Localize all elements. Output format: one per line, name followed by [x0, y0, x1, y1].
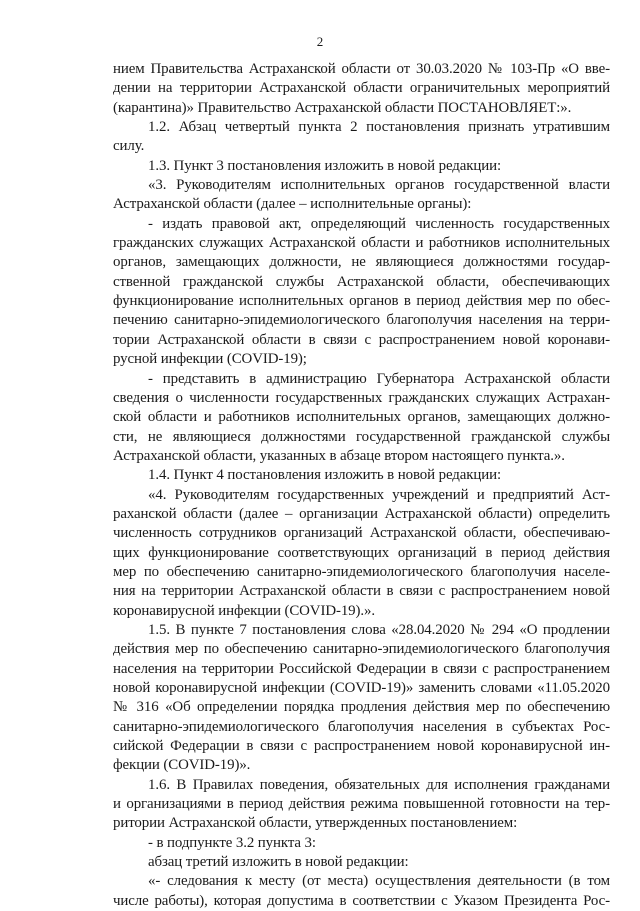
text-line: сведения о численности государственных гражданских служащих Астрахан-	[113, 389, 610, 406]
text-line: силу.	[113, 138, 145, 155]
text-line: нием Правительства Астраханской области от 30.03.2020 № 103-Пр «О вве-	[113, 61, 610, 77]
text-line: - в подпункте 3.2 пункта 3:	[148, 834, 316, 851]
text-line: 1.2. Абзац четвертый пункта 2 постановления признать утратившим	[148, 119, 610, 136]
text-line: действия мер по обеспечению санитарно-эпидемиологического благополучия	[113, 641, 610, 658]
text-line: абзац третий изложить в новой редакции:	[148, 854, 409, 871]
text-line: новой коронавирусной инфекции (COVID-19)» заменить словами «11.05.2020	[113, 680, 610, 696]
text-line: 1.5. В пункте 7 постановления слова «28.04.2020 № 294 «О продлении	[148, 621, 610, 638]
text-line: ской области и работников исполнительных органов, замещающих должно-	[113, 409, 610, 426]
text-line: сти, не являющиеся должностями государственной гражданской службы	[113, 428, 610, 445]
text-line: «4. Руководителям государственных учреждений и предприятий Аст-	[148, 486, 610, 503]
text-line: «3. Руководителям исполнительных органов государственной власти	[148, 177, 610, 194]
text-line: органов, замещающих должности, не являющиеся должностями государ-	[113, 254, 610, 271]
text-line: функционирование исполнительных органов в период действия мер по обес-	[113, 293, 610, 310]
text-line: русной инфекции (COVID-19);	[113, 351, 307, 368]
text-line: фекции (COVID-19)».	[113, 757, 251, 774]
text-line: населения на территории Российской Федерации в связи с распространением	[113, 660, 610, 677]
text-line: - издать правовой акт, определяющий численность государственных	[148, 215, 610, 232]
document-body	[113, 60, 610, 911]
text-line: щих функционирование соответствующих организаций в период действия	[113, 544, 610, 561]
text-line: 1.4. Пункт 4 постановления изложить в новой редакции:	[148, 467, 502, 484]
text-line: санитарно-эпидемиологического благополучия населения в субъектах Рос-	[113, 718, 610, 735]
text-line: численность сотрудников организаций Астраханской области, обеспечиваю-	[113, 525, 610, 542]
text-line: Астраханской области (далее – исполнительные органы):	[113, 196, 472, 213]
text-line: печению санитарно-эпидемиологического благополучия населения на терри-	[113, 312, 610, 329]
text-line: Астраханской области, указанных в абзаце втором настоящего пункта.».	[113, 447, 565, 464]
text-line: «- следования к месту (от места) осуществления деятельности (в том	[148, 873, 610, 890]
text-line: гражданских служащих Астраханской области и работников исполнительных	[113, 235, 610, 252]
text-line: ния на территории Астраханской области в связи с распространением новой	[113, 583, 610, 600]
text-line: ритории Астраханской области, утвержденных постановлением:	[113, 815, 518, 832]
text-line: ственной гражданской службы Астраханской области, обеспечивающих	[113, 273, 610, 290]
text-line: № 316 «Об определении порядка продления действия мер по обеспечению	[113, 699, 610, 716]
text-line: 1.3. Пункт 3 постановления изложить в новой редакции:	[148, 157, 502, 174]
text-line: (карантина)» Правительство Астраханской области ПОСТАНОВЛЯЕТ:».	[113, 99, 572, 116]
text-line: дении на территории Астраханской области ограничительных мероприятий	[113, 80, 610, 97]
text-line: раханской области (далее – организации Астраханской области) определить	[113, 505, 610, 522]
text-line: тории Астраханской области в связи с распространением новой коронави-	[113, 331, 610, 348]
text-line: коронавирусной инфекции (COVID-19).».	[113, 602, 375, 619]
text-line: сийской Федерации в связи с распространением новой коронавирусной ин-	[113, 738, 610, 755]
page-number: 2	[316, 34, 324, 49]
text-line: 1.6. В Правилах поведения, обязательных для исполнения гражданами	[148, 776, 610, 793]
text-line: мер по обеспечению санитарно-эпидемиологического благополучия населе-	[113, 563, 610, 580]
text-line: числе работы), которая допустима в соответствии с Указом Президента Рос-	[113, 892, 610, 909]
text-line: - представить в администрацию Губернатора Астраханской области	[148, 370, 610, 387]
text-line: и организациями в период действия режима повышенной готовности на тер-	[113, 796, 610, 813]
